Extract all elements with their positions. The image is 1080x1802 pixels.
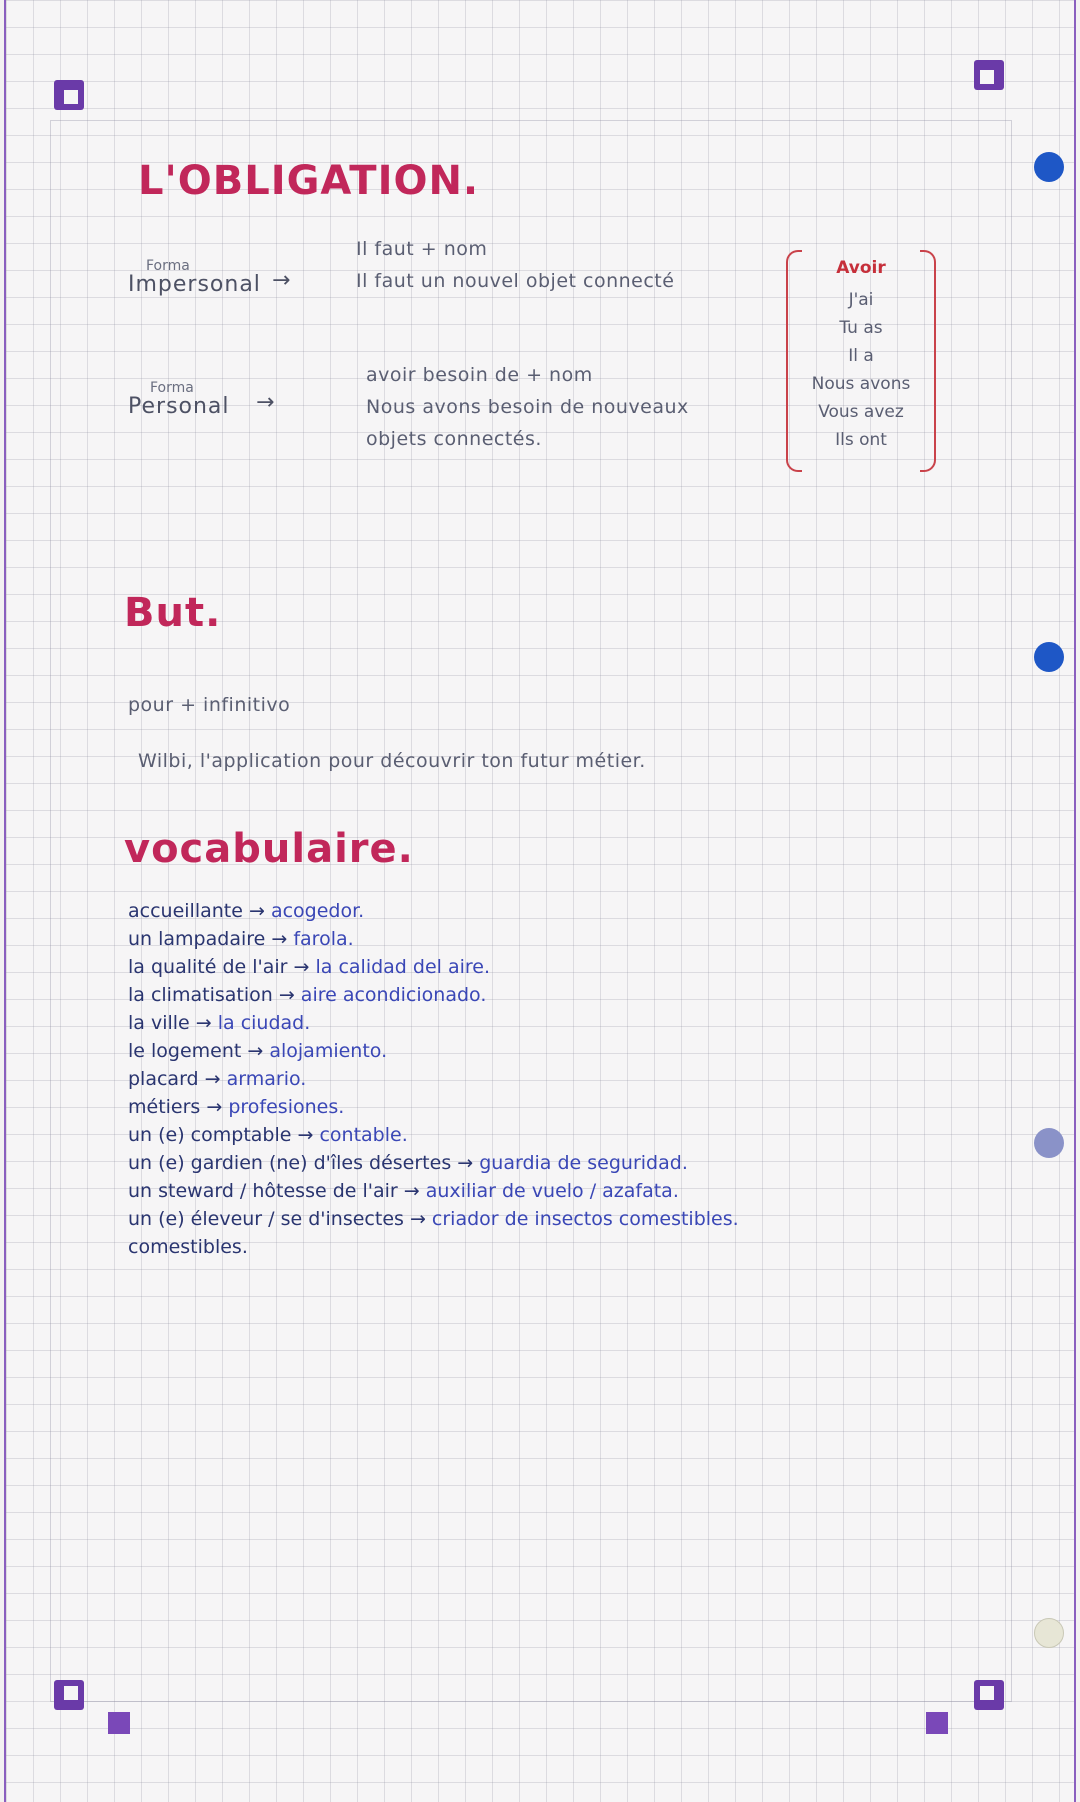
vocab-es: profesiones. (228, 1096, 345, 1118)
avoir-title: Avoir (836, 258, 886, 278)
vocab-es: farola. (293, 928, 354, 950)
personal-example-line-2: objets connectés. (366, 428, 542, 450)
purple-square-left-icon (108, 1712, 130, 1734)
vocab-item (128, 1152, 739, 1180)
avoir-form-2: Tu as (839, 318, 883, 338)
vocab-item (128, 1012, 739, 1040)
personal-rule: avoir besoin de + nom (366, 364, 593, 386)
impersonal-arrow: → (272, 268, 291, 293)
personal-small-label: Forma (150, 380, 194, 396)
vocab-item (128, 928, 739, 956)
vocab-list (128, 900, 739, 1264)
vocab-heading: vocabulaire. (124, 826, 414, 872)
vocab-fr: la climatisation → (128, 984, 295, 1006)
vocab-es: aire acondicionado. (300, 984, 487, 1006)
corner-mark-top-right-icon (974, 60, 1004, 90)
vocab-fr: placard → (128, 1068, 221, 1090)
vocab-item (128, 984, 739, 1012)
avoir-conjugation-box (786, 250, 936, 468)
vocab-item (128, 1180, 739, 1208)
vocab-item (128, 1236, 739, 1264)
vocab-fr: un (e) gardien (ne) d'îles désertes → (128, 1152, 474, 1174)
vocab-fr: la ville → (128, 1012, 212, 1034)
vocab-fr: métiers → (128, 1096, 223, 1118)
vocab-es: alojamiento. (269, 1040, 388, 1062)
but-rule: pour + infinitivo (128, 694, 291, 716)
vocab-fr: accueillante → (128, 900, 265, 922)
impersonal-label: Impersonal (128, 272, 261, 297)
impersonal-example: Il faut un nouvel objet connecté (356, 270, 675, 292)
vocab-item (128, 900, 739, 928)
personal-example-line-1: Nous avons besoin de nouveaux (366, 396, 689, 418)
binder-hole-1-icon (1034, 152, 1064, 182)
vocab-item (128, 1208, 739, 1236)
vocab-es: la calidad del aire. (315, 956, 491, 978)
vocab-item (128, 956, 739, 984)
obligation-heading: L'OBLIGATION. (138, 158, 480, 204)
corner-mark-bottom-right-icon (974, 1680, 1004, 1710)
vocab-item (128, 1040, 739, 1068)
vocab-fr: le logement → (128, 1040, 264, 1062)
avoir-form-4: Nous avons (811, 374, 911, 394)
vocab-fr: un (e) comptable → (128, 1124, 314, 1146)
vocab-es: acogedor. (270, 900, 365, 922)
corner-mark-bottom-left-icon (54, 1680, 84, 1710)
vocab-fr: un steward / hôtesse de l'air → (128, 1180, 420, 1202)
impersonal-small-label: Forma (146, 258, 190, 274)
binder-hole-2-icon (1034, 642, 1064, 672)
avoir-form-1: J'ai (848, 290, 874, 310)
vocab-fr: la qualité de l'air → (128, 956, 310, 978)
purple-square-right-icon (926, 1712, 948, 1734)
notebook-page (4, 0, 1076, 1802)
impersonal-rule: Il faut + nom (356, 238, 488, 260)
binder-hole-4-icon (1034, 1618, 1064, 1648)
vocab-es: criador de insectos comestibles. (431, 1208, 739, 1230)
vocab-item (128, 1124, 739, 1152)
vocab-fr: comestibles. (128, 1236, 248, 1258)
vocab-item (128, 1096, 739, 1124)
personal-label: Personal (128, 394, 230, 419)
vocab-fr: un (e) éleveur / se d'insectes → (128, 1208, 426, 1230)
vocab-es: auxiliar de vuelo / azafata. (425, 1180, 679, 1202)
binder-hole-3-icon (1034, 1128, 1064, 1158)
vocab-es: guardia de seguridad. (479, 1152, 688, 1174)
vocab-es: armario. (226, 1068, 307, 1090)
avoir-form-6: Ils ont (835, 430, 887, 450)
vocab-es: contable. (319, 1124, 408, 1146)
avoir-form-3: Il a (848, 346, 874, 366)
vocab-item (128, 1068, 739, 1096)
but-example: Wilbi, l'application pour découvrir ton futur métier. (138, 750, 646, 772)
vocab-es: la ciudad. (217, 1012, 311, 1034)
corner-mark-top-left-icon (54, 80, 84, 110)
avoir-form-5: Vous avez (818, 402, 904, 422)
vocab-fr: un lampadaire → (128, 928, 288, 950)
personal-arrow: → (256, 390, 275, 415)
but-heading: But. (124, 590, 222, 636)
